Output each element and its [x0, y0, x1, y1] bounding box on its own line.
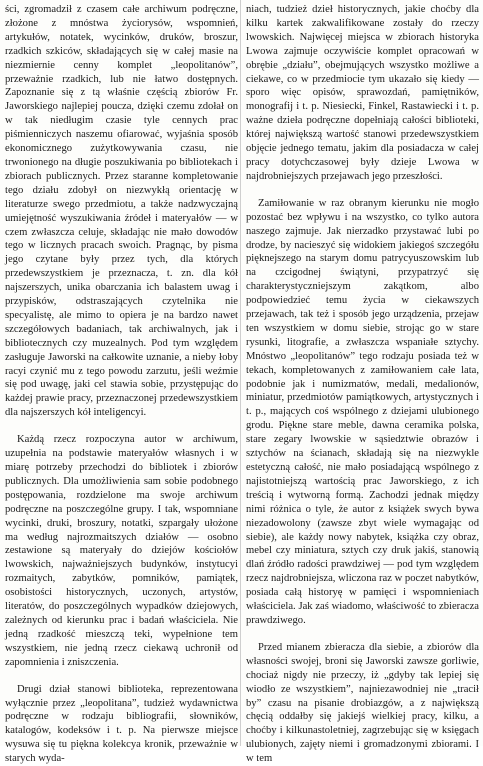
paragraph: Każdą rzecz rozpoczyna autor w archiwum, uzupełnia na podstawie materyałów własnych i w miarę potrzeby przechodzi do bibliotek i zbiorów publicznych. Dla umożliwienia sam sobie podobnego postępowania, rozdzielone ma swoje archiwum podręczne na poszczególne grupy. I tak, wspomniane wycinki, druki, broszury, notatki, szpargały ułożone ma według najrozmaitszych działów — osobno zestawione są materyały do dziejów kościołów lwowskich, najważniejszych budynków, instytucyi rozmaitych, zabytków, pomników, pamiątek, osobistości historycznych, uczonych, artystów, literatów, do poszczególnych wypadków dziejowych, zależnych od kierunku prac i badań właściciela. Nie jedną rzadkość mieszczą teki, wypełnione tem wszystkiem, nie jedną rzecz ciekawą uchronił od zapomnienia i zniszczenia. [5, 434, 238, 668]
right-column [246, 3, 479, 766]
paragraph: Drugi dział stanowi biblioteka, reprezentowana wyłącznie przez „leopolitana”, tudzież wydawnictwa podręczne w rodzaju bibliografii, słowników, katalogów, kodeksów i t. p. Na pierwsze miejsce wysuwa się tu piękna kolekcya kronik, przeważnie w starych wyda- [5, 683, 238, 765]
column-divider [240, 0, 241, 746]
paragraph: ści, zgromadził z czasem całe archiwum podręczne, złożone z mnóstwa życiorysów, wspomnień, artykułów, notatek, wycinków, druków, broszur, rzadkich szkiców, składających się w całej masie na niezmiernie cenny komplet „leopolitanów”, przeważnie rzadkich, lub nie łatwo dostępnych. Zapoznanie się z tą właśnie częścią zbiorów Fr. Jaworskiego najlepiej poucza, dzięki czemu zdołał on w tak niedługim czasie tyle cennych prac piśmienniczych naszemu ofiarować, wyjaśnia sposób ekonomicznego zużytkowywania czasu, nie trwonionego na długie poszukiwania po bibliotekach i zbiorach publicznych. Przez staranne kompletowanie tego działu zdobył on niezwykłą orientację w literaturze swego przedmiotu, a także nadzwyczajną umiejętność wyszukiwania źródeł i materyałów — w czem zwłaszcza celuje, składając nie mało dowodów tego w licznych pracach swoich. Pragnąc, by pisma jego czytane były przez tych, dla których przedewszystkiem je przeznacza, t. zn. dla kół najszerszych, unika obarczania ich balastem uwag i przypisków, odstraszających czytelnika nie specyalistę, ale mimo to opiera je na bardzo nawet szczegółowych badaniach, tak archiwalnych, jak i bibliotecznych czy muzealnych. Pod tym względem zasługuje Jaworski na całkowite uznanie, a nieby łoby racyi czynić mu z tego powodu zarzutu, jeśli weźmie się pod uwagę, jaki cel stawia sobie, przystępując do każdej prawie pracy, przeznaczonej przedewszystkiem dla najszerszych kół inteligencyi. [5, 4, 238, 419]
paragraph: niach, tudzież dzieł historycznych, jakie choćby dla kilku kartek zakwalifikowane zostały do rzeczy lwowskich. Najwięcej miejsca w zbiorach historyka Lwowa zajmuje oczywiście komplet opracowań w obrębie „działu”, obejmujących wszystko możliwe a ciekawe, co w przedmiocie tym ukazało się kiedy — sporo więc opisów, sprawozdań, pamiętników, monografij i t. p. Niesiecki, Finkel, Rastawiecki i t. p. ważne dzieła podręczne dopełniają całości biblioteki, której największą wartość stanowi przedewszystkiem objęcie jednego tematu, jakim dla posiadacza w całej pracy dotychczasowej były dzieje Lwowa w najdrobniejszych przejawach jego przeszłości. [246, 4, 479, 182]
left-column [5, 3, 238, 766]
paragraph: Przed mianem zbieracza dla siebie, a zbiorów dla własności swojej, broni się Jaworski zawsze gorliwie, chociaż nigdy nie przeczy, iż „gdyby tak lepiej się wiodło ze wszystkiem”, najniezawodniej nie „tracił by” czasu na pisanie drobiazgów, a z największą chęcią oddałby się jakiejś wielkiej pracy, kilku, a choćby i kilkunastoletniej, zagrzebując się w księgach ulubionych, zajęty niemi i gromadzonymi zbiorami. I w tem [246, 641, 479, 765]
paragraph: Zamiłowanie w raz obranym kierunku nie mogło pozostać bez wpływu i na wszystko, co tylko autora naszego zajmuje. Jak nierzadko przystawać lubi po drodze, by nacieszyć się widokiem jakiegoś szczegółu pięknejszego na starym domu patrycyuszowskim lub na czcigodnej świątyni, przypatrzyć się charakterystyczniejszym zakątkom, albo podpowiedzieć temu życia w ciekawszych przejawach, tak też i sposób jego urządzenia, przejaw ten wszystkiem w domu siebie, strojąc go w stare rysunki, litografie, a zwłaszcza wspaniałe sztychy. Mnóstwo „leopolitanów” tego rodzaju posiada też w tekach, kompletowanych z zamiłowaniem całe lata, podobnie jak i numizmatów, medali, medalionów, miniatur, przedmiotów pamiątkowych, artystycznych i t. p., mających coś wspólnego z dziejami ulubionego grodu. Piękne stare meble, dawna ceramika polska, stare zegary lwowskie w sąsiedztwie obrazów i sztychów na ścianach, składają się na niezwykle estetyczną całość, nie mało posiadającą wspólnego z najistotniejszą wartością prac Jaworskiego, z ich treścią i wytworną formą. Zachodzi jednak między nimi różnica o tyle, że autor z książek swych bywa niezadowolony (zawsze zbyt wiele wymagając od siebie), ale każdy nowy nabytek, książka czy obraz, mebel czy miniatura, sztych czy druk jakiś, stanowią dlań źródło radości prawdziwej — pod tym względem rzecz najdrobniejsza, wliczona raz w poczet nabytków, posiada całą historyę w pamięci i wspomnieniach właściciela. Jak zaś wiadomo, właściwość to zbieracza prawdziwego. [246, 197, 479, 626]
